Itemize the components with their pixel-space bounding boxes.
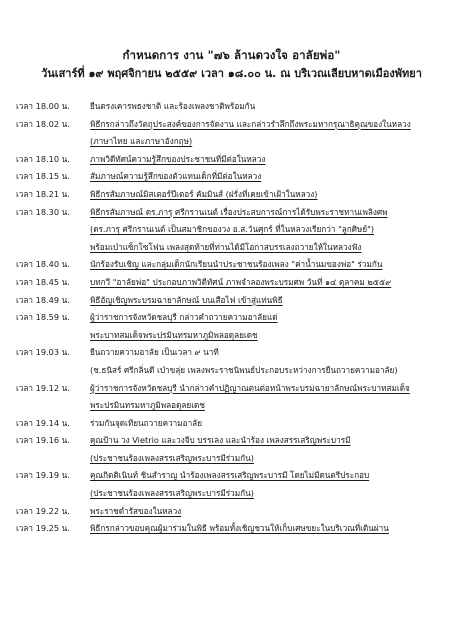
schedule-list — [0, 98, 463, 538]
schedule-description — [82, 503, 463, 521]
schedule-item — [0, 432, 463, 467]
schedule-item — [0, 151, 463, 169]
schedule-line: พระบาทสมเด็จพระปรมินทรมหาภูมิพลอดุลยเดช — [90, 329, 258, 340]
schedule-line: ร่วมกันจุดเทียนถวายความอาลัย — [90, 417, 202, 428]
schedule-description — [82, 256, 463, 274]
document-subtitle: วันเสาร์ที่ ๑๙ พฤศจิกายน ๒๕๕๙ เวลา ๑๘.๐๐ น. ณ บริเวณเลียบหาดเมืองพัทยา — [41, 67, 422, 80]
schedule-time: เวลา 19.12 น. — [16, 382, 70, 393]
schedule-item — [0, 168, 463, 186]
document-title: กำหนดการ งาน "๗๖ ล้านดวงใจ อาลัยพ่อ" — [122, 48, 341, 62]
schedule-line: พิธีอัญเชิญพระบรมฉายาลักษณ์ บนเสือไฟ เข้าสู่แท่นพิธี — [90, 294, 283, 305]
schedule-time: เวลา 18.59 น. — [16, 312, 70, 323]
schedule-line: ภาพวิดีทัศน์ความรู้สึกของประชาชนที่มีต่อในหลวง — [90, 153, 266, 164]
schedule-description — [82, 274, 463, 292]
schedule-line: (ประชาชนร้องเพลงสรรเสริญพระบารมีร่วมกัน) — [90, 452, 254, 463]
schedule-line: ยืนถวายความอาลัย เป็นเวลา ๙ นาที — [90, 347, 219, 358]
schedule-time: เวลา 19.16 น. — [16, 435, 70, 446]
schedule-item — [0, 415, 463, 433]
schedule-time: เวลา 18.00 น. — [16, 101, 70, 111]
schedule-description — [82, 98, 463, 116]
schedule-line: (ดร.ภารุ ศรีกรานเนต์ เป็นสมาชิกของวง อ.ส.วันศุกร์ ที่ในหลวงเรียกว่า "ลูกศิษย์") — [90, 224, 375, 235]
schedule-description — [82, 415, 463, 433]
schedule-time: เวลา 18.02 น. — [16, 118, 70, 129]
schedule-item — [0, 116, 463, 151]
schedule-time: เวลา 19.14 น. — [16, 417, 70, 428]
schedule-line: พิธีกรกล่าวขอบคุณผู้มาร่วมในพิธี พร้อมทั้งเชิญชวนให้เก็บเศษขยะในบริเวณที่เดินผ่าน — [90, 523, 389, 534]
schedule-time: เวลา 18.49 น. — [16, 294, 70, 305]
schedule-time: เวลา 18.21 น. — [16, 188, 70, 199]
schedule-line: (ภาษาไทย และภาษาอังกฤษ) — [90, 136, 193, 147]
schedule-time: เวลา 19.25 น. — [16, 523, 70, 534]
schedule-description — [82, 467, 463, 502]
schedule-description — [82, 344, 463, 379]
schedule-line: คุณป้าน วง Vietrio และวงจีบ บรรเลง และนำร้อง เพลงสรรเสริญพระบารมี — [90, 435, 351, 446]
schedule-time: เวลา 19.03 น. — [16, 347, 70, 358]
schedule-line: สัมภาษณ์ความรู้สึกของตัวแทนเด็กที่มีต่อในหลวง — [90, 171, 262, 182]
schedule-item — [0, 520, 463, 538]
schedule-time: เวลา 19.19 น. — [16, 470, 70, 481]
schedule-item — [0, 467, 463, 502]
schedule-item — [0, 292, 463, 310]
schedule-line: พิธีกรสัมภาษณ์มิสเตอร์ปีเตอร์ คัมมินส์ (ฝรั่งที่เคยเข้าเฝ้าในหลวง) — [90, 188, 318, 199]
schedule-item — [0, 344, 463, 379]
schedule-description — [82, 116, 463, 151]
schedule-item — [0, 503, 463, 521]
schedule-line: พระราชดำรัสของในหลวง — [90, 505, 182, 516]
schedule-description — [82, 380, 463, 415]
schedule-item — [0, 256, 463, 274]
schedule-description — [82, 204, 463, 257]
schedule-description — [82, 186, 463, 204]
schedule-item — [0, 380, 463, 415]
schedule-item — [0, 309, 463, 344]
schedule-line: พิธีกรกล่าวถึงวัตถุประสงค์ของการจัดงาน และกล่าวรำลึกถึงพระมหากรุณาธิคุณของในหลวง — [90, 118, 411, 129]
schedule-line: พิธีกรสัมภาษณ์ ดร.ภารุ ศรีกรานเนต์ เรื่องประสบการณ์การได้รับพระราชทานเพลิงศพ — [90, 206, 388, 217]
schedule-item — [0, 204, 463, 257]
schedule-item — [0, 98, 463, 116]
schedule-description — [82, 292, 463, 310]
schedule-line: นักร้องรับเชิญ และกลุ่มเด็กนักเรียนนำประชาชนร้องเพลง "ค่าน้ำนมของพ่อ" ร่วมกัน — [90, 259, 383, 270]
schedule-line: (ช.ธนิสร์ ศรีกลิ่นดี เป่าขลุ่ย เพลงพระราชนิพนธ์ประกอบระหว่างการยืนถวายความอาลัย) — [90, 364, 398, 375]
schedule-description — [82, 309, 463, 344]
schedule-time: เวลา 18.10 น. — [16, 153, 70, 164]
schedule-line: พระปรมินทรมหาภูมิพลอดุลยเดช — [90, 400, 205, 411]
schedule-time: เวลา 18.40 น. — [16, 259, 70, 270]
schedule-description — [82, 151, 463, 169]
schedule-line: ผู้ว่าราชการจังหวัดชลบุรี นำกล่าวคำปฏิญาณตนต่อหน้าพระบรมฉายาลักษณ์พระบาทสมเด็จ — [90, 382, 410, 393]
schedule-description — [82, 168, 463, 186]
schedule-time: เวลา 18.30 น. — [16, 206, 70, 217]
schedule-line: ผู้ว่าราชการจังหวัดชลบุรี กล่าวคำถวายความอาลัยแด่ — [90, 312, 278, 323]
schedule-time: เวลา 18.45 น. — [16, 276, 70, 287]
schedule-line: (ประชาชนร้องเพลงสรรเสริญพระบารมีร่วมกัน) — [90, 488, 254, 499]
schedule-description — [82, 520, 463, 538]
schedule-item — [0, 186, 463, 204]
schedule-time: เวลา 18.15 น. — [16, 171, 70, 182]
schedule-time: เวลา 19.22 น. — [16, 505, 70, 516]
schedule-line: พร้อมเป่าแซ็กโซโฟน เพลงสุดท้ายที่ท่านได้มีโอกาสบรรเลงถวายให้ในหลวงฟัง — [90, 241, 362, 252]
schedule-item — [0, 274, 463, 292]
schedule-line: ยืนตรงเคารพธงชาติ และร้องเพลงชาติพร้อมกัน — [90, 101, 256, 111]
schedule-description — [82, 432, 463, 467]
schedule-line: บทกวี "อาลัยพ่อ" ประกอบภาพวิดีทัศน์ ภาพจำลองพระบรมศพ วันที่ ๑๔ ตุลาคม ๒๕๕๙ — [90, 276, 392, 287]
schedule-line: คุณกิตติเนินท์ ชินสำราญ นำร้องเพลงสรรเสริญพระบารมี โดยไม่มีดนตรีประกอบ — [90, 470, 370, 481]
